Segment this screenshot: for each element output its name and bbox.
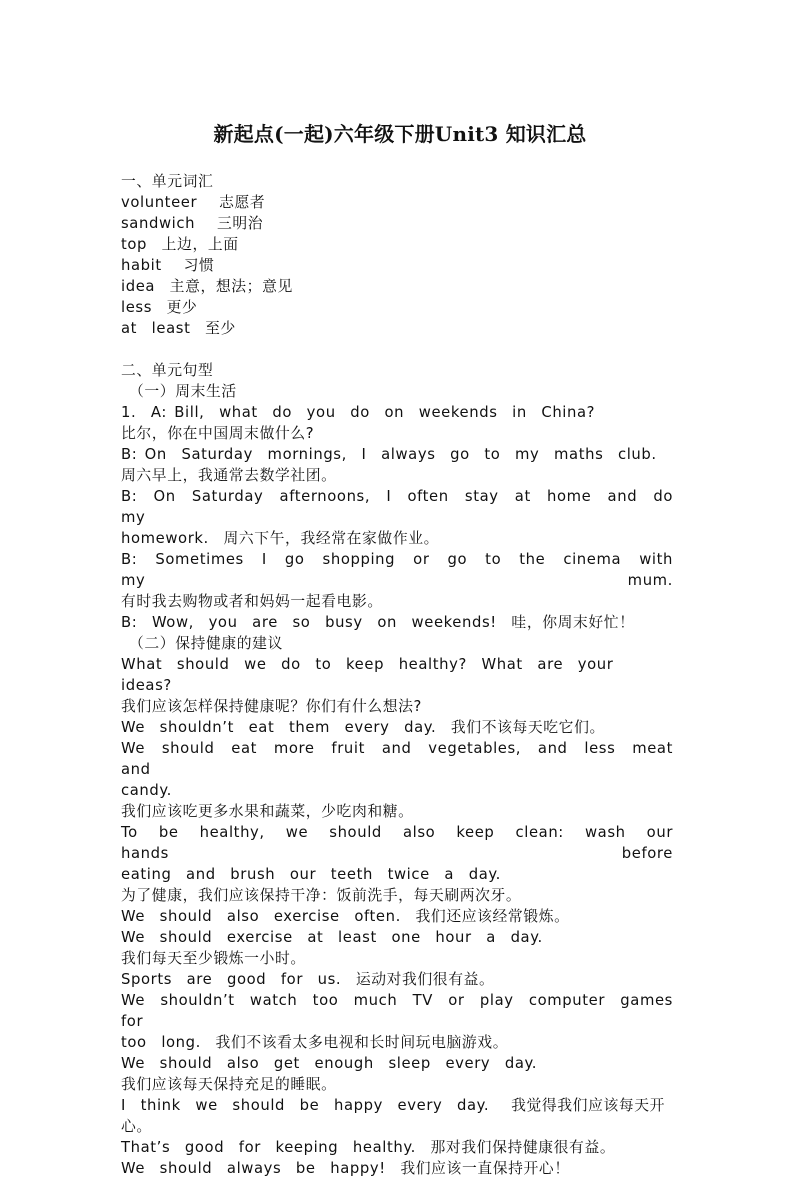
sentence-line: 我们每天至少锻炼一小时。 bbox=[121, 950, 306, 967]
sentence-line: B: On Saturday mornings, I always go to my maths club. bbox=[121, 446, 657, 463]
document-body bbox=[121, 171, 688, 1179]
sentence-line: We should exercise at least one hour a day. bbox=[121, 929, 543, 946]
sentence-line: 1. A: Bill, what do you do on weekends in China? bbox=[121, 404, 596, 421]
document-title: 新起点(一起)六年级下册Unit3 知识汇总 bbox=[213, 122, 587, 146]
subsection-heading-health: （二）保持健康的建议 bbox=[129, 635, 283, 652]
sentence-line: We should also get enough sleep every day. bbox=[121, 1055, 538, 1072]
sentence-line: B: Sometimes I go shopping or go to the cinema with my mum. bbox=[121, 551, 688, 589]
vocab-item: at least 至少 bbox=[121, 320, 236, 337]
sentence-line: We should always be happy! 我们应该一直保持开心！ bbox=[121, 1160, 570, 1177]
sentence-line: 周六早上，我通常去数学社团。 bbox=[121, 467, 337, 484]
sentence-line: Sports are good for us. 运动对我们很有益。 bbox=[121, 971, 495, 988]
spacer bbox=[121, 339, 673, 360]
sentence-line: 为了健康，我们应该保持干净：饭前洗手，每天刷两次牙。 bbox=[121, 887, 522, 904]
sentence-line: 我们应该怎样保持健康呢？你们有什么想法? bbox=[121, 698, 422, 715]
sentence-line: B: Wow, you are so busy on weekends! 哇，你周末好忙！ bbox=[121, 614, 635, 631]
section-heading-sentences: 二、单元句型 bbox=[121, 362, 214, 379]
sentence-line: 我们应该每天保持充足的睡眠。 bbox=[121, 1076, 337, 1093]
vocab-item: idea 主意，想法；意见 bbox=[121, 278, 293, 295]
sentence-line: too long. 我们不该看太多电视和长时间玩电脑游戏。 bbox=[121, 1034, 509, 1051]
sentence-line: candy. bbox=[121, 782, 172, 799]
sentence-line: We should eat more fruit and vegetables, and less meat and bbox=[121, 740, 688, 778]
sentence-line: What should we do to keep healthy? What are your ideas? bbox=[121, 656, 629, 694]
sentence-line: We shouldn’t eat them every day. 我们不该每天吃它们。 bbox=[121, 719, 605, 736]
sentence-line: B: On Saturday afternoons, I often stay at home and do my bbox=[121, 488, 688, 526]
vocab-item: volunteer 志愿者 bbox=[121, 194, 266, 211]
sentence-line: We shouldn’t watch too much TV or play computer games for bbox=[121, 992, 688, 1030]
sentence-line: We should also exercise often. 我们还应该经常锻炼。 bbox=[121, 908, 570, 925]
vocab-item: habit 习惯 bbox=[121, 257, 215, 274]
sentence-line: homework. 周六下午，我经常在家做作业。 bbox=[121, 530, 440, 547]
subsection-heading-weekend: （一）周末生活 bbox=[129, 383, 237, 400]
vocab-item: sandwich 三明治 bbox=[121, 215, 264, 232]
vocab-item: less 更少 bbox=[121, 299, 198, 316]
vocab-item: top 上边，上面 bbox=[121, 236, 239, 253]
sentence-line: 我们应该吃更多水果和蔬菜，少吃肉和糖。 bbox=[121, 803, 414, 820]
sentence-line: That’s good for keeping healthy. 那对我们保持健康很有益。 bbox=[121, 1139, 616, 1156]
sentence-line: eating and brush our teeth twice a day. bbox=[121, 866, 501, 883]
sentence-line: 比尔，你在中国周末做什么? bbox=[121, 425, 315, 442]
section-heading-vocabulary: 一、单元词汇 bbox=[121, 173, 214, 190]
sentence-line: 有时我去购物或者和妈妈一起看电影。 bbox=[121, 593, 383, 610]
sentence-line: I think we should be happy every day. 我觉得我们应该每天开心。 bbox=[121, 1097, 666, 1135]
sentence-line: To be healthy, we should also keep clean: wash our hands before bbox=[121, 824, 688, 862]
